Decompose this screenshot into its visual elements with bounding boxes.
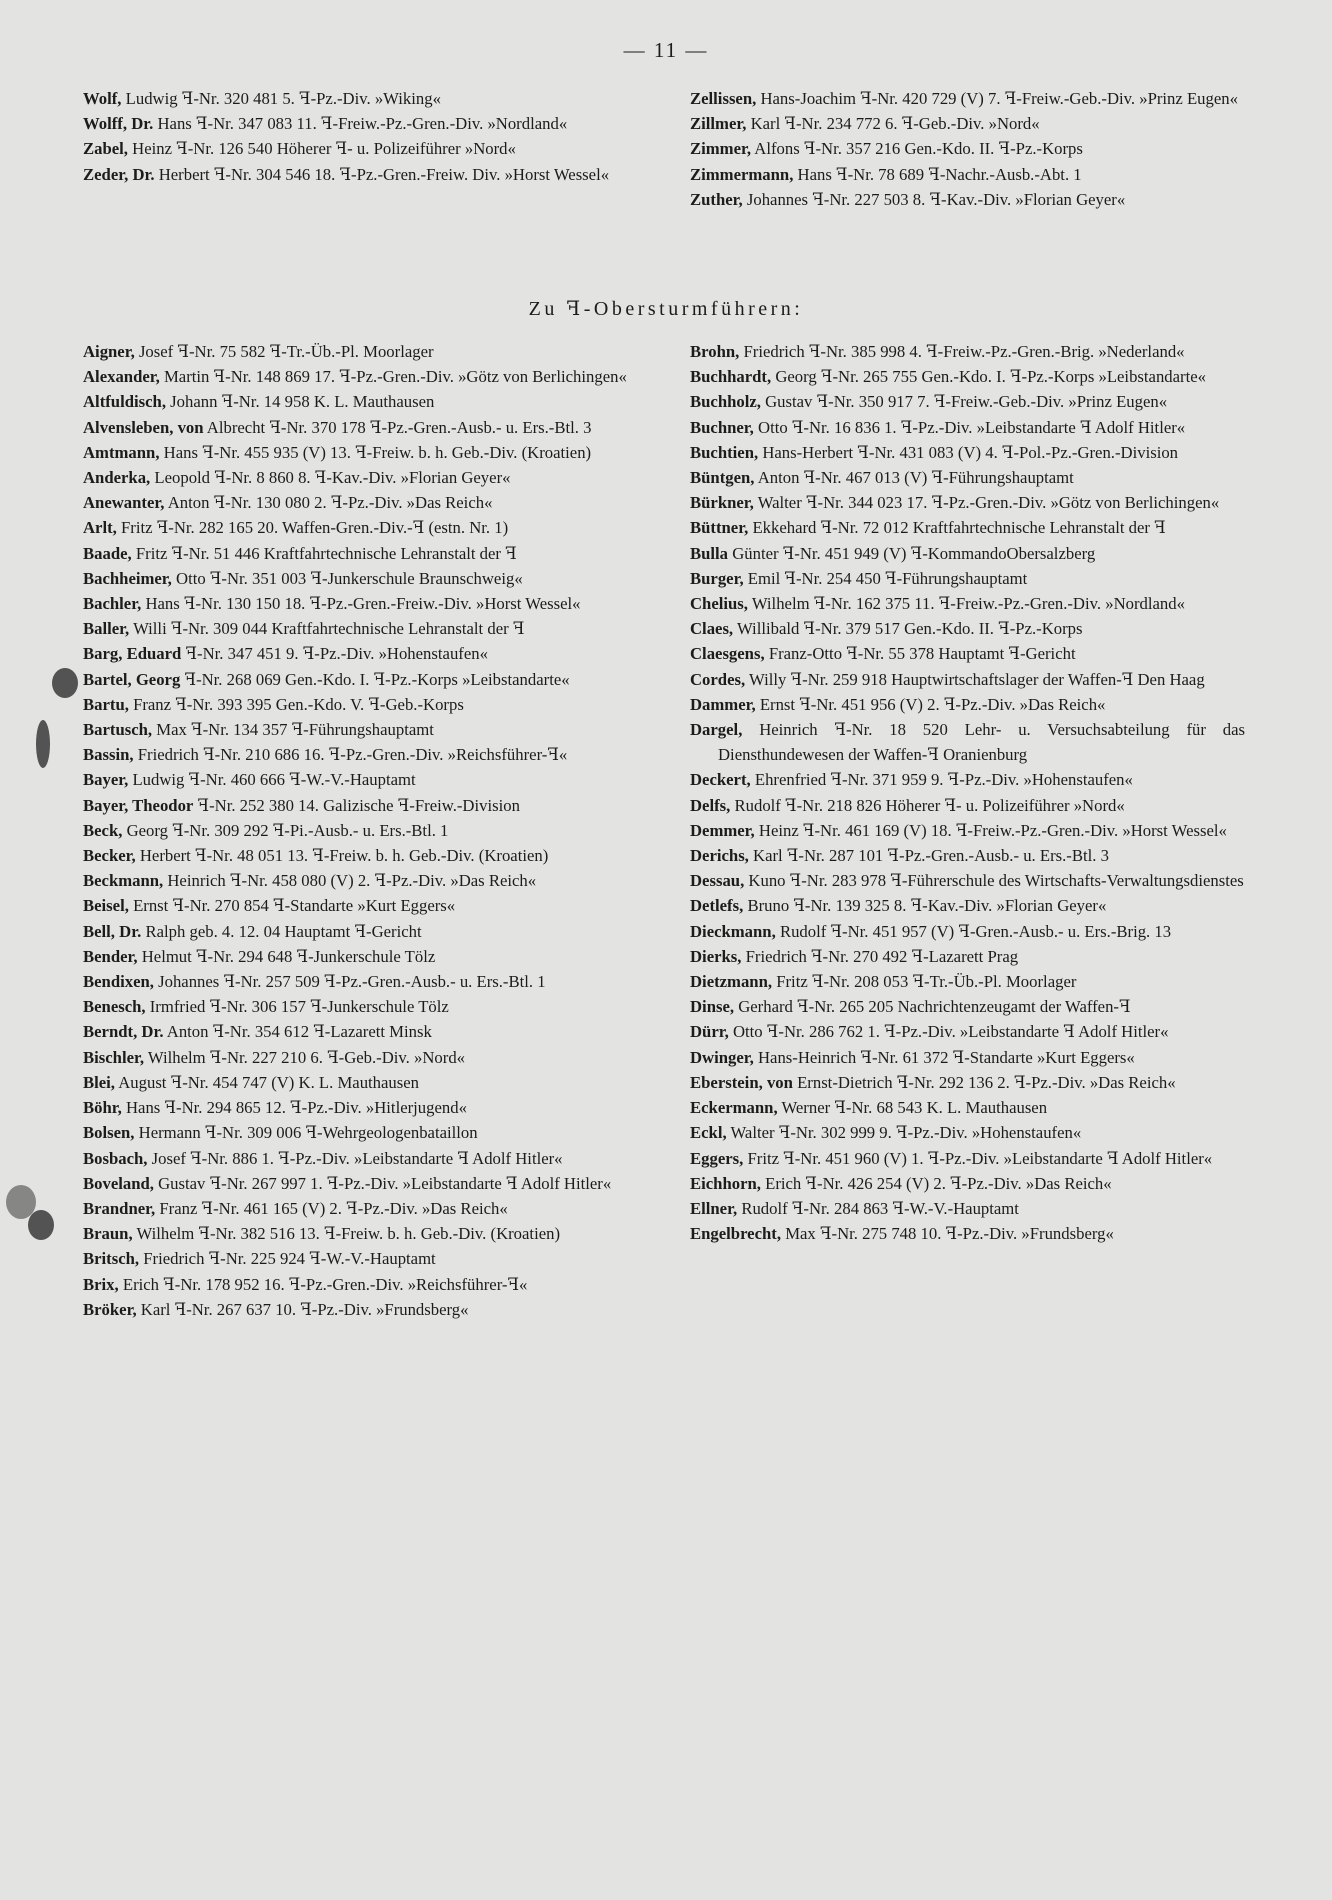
entry-name: Britsch, <box>83 1249 140 1269</box>
list-entry <box>83 162 638 187</box>
list-entry <box>690 591 1245 616</box>
entry-details: Fritz ꟻ-Nr. 51 446 Kraftfahrtechnische Lehranstalt der ꟻ <box>131 543 517 563</box>
entry-name: Becker, <box>83 846 136 866</box>
entry-details: ꟻ-Nr. 252 380 14. Galizische ꟻ-Freiw.-Division <box>193 795 520 815</box>
entry-name: Anderka, <box>83 468 151 488</box>
entry-name: Zellissen, <box>690 89 757 108</box>
list-entry <box>83 364 638 389</box>
entry-name: Claesgens, <box>690 644 765 664</box>
entry-name: Dietzmann, <box>690 972 773 992</box>
entry-details: Albrecht ꟻ-Nr. 370 178 ꟻ-Pz.-Gren.-Ausb.- u. Ers.-Btl. 3 <box>203 417 592 437</box>
entry-name: Dargel, <box>690 720 743 740</box>
entry-details: Friedrich ꟻ-Nr. 270 492 ꟻ-Lazarett Prag <box>741 946 1019 966</box>
entry-details: Gustav ꟻ-Nr. 350 917 7. ꟻ-Freiw.-Geb.-Div. »Prinz Eugen« <box>760 392 1168 412</box>
list-entry <box>690 667 1245 692</box>
entry-details: Helmut ꟻ-Nr. 294 648 ꟻ-Junkerschule Tölz <box>137 946 436 966</box>
ink-smudge <box>36 720 50 768</box>
entry-name: Dierks, <box>690 946 742 966</box>
entry-details: Otto ꟻ-Nr. 286 762 1. ꟻ-Pz.-Div. »Leibstandarte ꟻ Adolf Hitler« <box>728 1022 1169 1042</box>
list-entry <box>83 641 638 666</box>
list-entry <box>690 944 1245 969</box>
entry-name: Bayer, <box>83 770 129 790</box>
entry-details: Leopold ꟻ-Nr. 8 860 8. ꟻ-Kav.-Div. »Florian Geyer« <box>150 468 511 488</box>
entry-name: Derichs, <box>690 846 749 866</box>
list-entry <box>690 515 1245 540</box>
entry-details: Heinrich ꟻ-Nr. 18 520 Lehr- u. Versuchsabteilung für das Diensthundewesen der Waffen-ꟻ Oranienburg <box>718 720 1245 765</box>
entry-details: Ernst ꟻ-Nr. 270 854 ꟻ-Standarte »Kurt Eggers« <box>128 896 456 916</box>
list-entry <box>690 994 1245 1019</box>
entry-details: Georg ꟻ-Nr. 265 755 Gen.-Kdo. I. ꟻ-Pz.-Korps »Leibstandarte« <box>771 367 1206 387</box>
list-entry <box>83 591 638 616</box>
list-entry <box>690 692 1245 717</box>
entry-details: Otto ꟻ-Nr. 351 003 ꟻ-Junkerschule Braunschweig« <box>171 568 523 588</box>
entry-name: Blei, <box>83 1072 115 1092</box>
entry-details: Walter ꟻ-Nr. 344 023 17. ꟻ-Pz.-Gren.-Div. »Götz von Berlichingen« <box>753 493 1220 513</box>
entry-name: Boveland, <box>83 1173 154 1193</box>
entry-details: Karl ꟻ-Nr. 234 772 6. ꟻ-Geb.-Div. »Nord« <box>746 114 1040 134</box>
list-entry <box>83 111 638 136</box>
entry-details: Hans-Herbert ꟻ-Nr. 431 083 (V) 4. ꟻ-Pol.-Pz.-Gren.-Division <box>758 442 1179 462</box>
entry-details: Emil ꟻ-Nr. 254 450 ꟻ-Führungshauptamt <box>743 568 1028 588</box>
entry-details: Hans-Joachim ꟻ-Nr. 420 729 (V) 7. ꟻ-Freiw.-Geb.-Div. »Prinz Eugen« <box>756 89 1238 108</box>
list-entry <box>690 364 1245 389</box>
entry-name: Beisel, <box>83 896 129 916</box>
list-entry <box>690 919 1245 944</box>
entry-name: Claes, <box>690 619 734 639</box>
entry-name: Dinse, <box>690 997 735 1017</box>
list-entry <box>83 86 638 111</box>
entry-details: ꟻ-Nr. 347 451 9. ꟻ-Pz.-Div. »Hohenstaufen« <box>181 644 488 664</box>
entry-details: Erich ꟻ-Nr. 178 952 16. ꟻ-Pz.-Gren.-Div. »Reichsführer-ꟻ« <box>118 1274 528 1294</box>
entry-details: Ernst-Dietrich ꟻ-Nr. 292 136 2. ꟻ-Pz.-Div. »Das Reich« <box>792 1072 1176 1092</box>
entry-details: ꟻ-Nr. 268 069 Gen.-Kdo. I. ꟻ-Pz.-Korps »Leibstandarte« <box>180 669 570 689</box>
list-entry <box>83 793 638 818</box>
entry-name: Zuther, <box>690 189 743 209</box>
list-entry <box>83 717 638 742</box>
entry-name: Zabel, <box>83 139 128 159</box>
entry-details: Alfons ꟻ-Nr. 357 216 Gen.-Kdo. II. ꟻ-Pz.-Korps <box>751 139 1083 159</box>
entry-name: Dwinger, <box>690 1047 754 1067</box>
entry-name: Bartusch, <box>83 720 153 740</box>
entry-details: Franz ꟻ-Nr. 393 395 Gen.-Kdo. V. ꟻ-Geb.-Korps <box>128 694 464 714</box>
entry-details: Erich ꟻ-Nr. 426 254 (V) 2. ꟻ-Pz.-Div. »Das Reich« <box>760 1173 1112 1193</box>
list-entry <box>83 1120 638 1145</box>
entry-details: Irmfried ꟻ-Nr. 306 157 ꟻ-Junkerschule Tölz <box>145 997 449 1017</box>
entry-name: Eckl, <box>690 1123 727 1143</box>
list-entry <box>83 1095 638 1120</box>
entry-details: Hermann ꟻ-Nr. 309 006 ꟻ-Wehrgeologenbataillon <box>134 1123 478 1143</box>
entry-details: Josef ꟻ-Nr. 75 582 ꟻ-Tr.-Üb.-Pl. Moorlager <box>134 342 434 361</box>
entry-details: Ekkehard ꟻ-Nr. 72 012 Kraftfahrtechnische Lehranstalt der ꟻ <box>748 518 1166 538</box>
list-entry <box>690 793 1245 818</box>
top-left-column <box>83 86 638 187</box>
list-entry <box>83 767 638 792</box>
entry-name: Anewanter, <box>83 493 165 513</box>
entry-details: Karl ꟻ-Nr. 287 101 ꟻ-Pz.-Gren.-Ausb.- u. Ers.-Btl. 3 <box>748 846 1109 866</box>
entry-name: Delfs, <box>690 795 731 815</box>
entry-details: Wilhelm ꟻ-Nr. 382 516 13. ꟻ-Freiw. b. h. Geb.-Div. (Kroatien) <box>132 1224 561 1244</box>
list-entry <box>83 490 638 515</box>
entry-name: Arlt, <box>83 518 117 538</box>
list-entry <box>690 818 1245 843</box>
entry-name: Bosbach, <box>83 1148 148 1168</box>
entry-details: Ralph geb. 4. 12. 04 Hauptamt ꟻ-Gericht <box>141 921 422 941</box>
section-heading: Zu ꟻ-Obersturmführern: <box>528 298 804 320</box>
entry-name: Bulla <box>690 543 729 563</box>
list-entry <box>690 566 1245 591</box>
list-entry <box>690 1196 1245 1221</box>
list-entry <box>83 1272 638 1297</box>
list-entry <box>83 136 638 161</box>
entry-name: Bischler, <box>83 1047 145 1067</box>
entry-name: Burger, <box>690 568 744 588</box>
entry-name: Braun, <box>83 1224 133 1244</box>
entry-name: Aigner, <box>83 342 135 361</box>
list-entry <box>690 339 1245 364</box>
entry-name: Zimmermann, <box>690 164 794 184</box>
list-entry <box>690 1120 1245 1145</box>
entry-name: Eichhorn, <box>690 1173 761 1193</box>
entry-details: Ludwig ꟻ-Nr. 460 666 ꟻ-W.-V.-Hauptamt <box>128 770 416 790</box>
list-entry <box>690 1095 1245 1120</box>
list-entry <box>690 440 1245 465</box>
entry-name: Bendixen, <box>83 972 154 992</box>
entry-details: Gustav ꟻ-Nr. 267 997 1. ꟻ-Pz.-Div. »Leibstandarte ꟻ Adolf Hitler« <box>153 1173 612 1193</box>
list-entry <box>83 994 638 1019</box>
list-entry <box>690 868 1245 893</box>
entry-name: Deckert, <box>690 770 751 790</box>
entry-details: Heinz ꟻ-Nr. 126 540 Höherer ꟻ- u. Polizeiführer »Nord« <box>127 139 516 159</box>
list-entry <box>690 136 1245 161</box>
list-entry <box>83 515 638 540</box>
list-entry <box>690 969 1245 994</box>
top-right-column <box>690 86 1245 212</box>
left-column <box>83 339 638 1322</box>
entry-name: Brandner, <box>83 1198 156 1218</box>
list-entry <box>690 1146 1245 1171</box>
list-entry <box>690 541 1245 566</box>
entry-name: Eggers, <box>690 1148 744 1168</box>
entry-name: Bartel, Georg <box>83 669 181 689</box>
entry-name: Dürr, <box>690 1022 729 1042</box>
entry-name: Bolsen, <box>83 1123 135 1143</box>
entry-name: Detlefs, <box>690 896 744 916</box>
entry-name: Bröker, <box>83 1299 137 1319</box>
list-entry <box>83 919 638 944</box>
list-entry <box>690 490 1245 515</box>
entry-details: Max ꟻ-Nr. 275 748 10. ꟻ-Pz.-Div. »Frundsberg« <box>781 1224 1114 1244</box>
list-entry <box>83 1246 638 1271</box>
entry-details: Günter ꟻ-Nr. 451 949 (V) ꟻ-KommandoObersalzberg <box>728 543 1096 563</box>
entry-details: Hans ꟻ-Nr. 294 865 12. ꟻ-Pz.-Div. »Hitlerjugend« <box>121 1098 467 1118</box>
entry-name: Brohn, <box>690 342 740 361</box>
entry-name: Eckermann, <box>690 1098 778 1118</box>
list-entry <box>690 1019 1245 1044</box>
list-entry <box>690 465 1245 490</box>
entry-details: Rudolf ꟻ-Nr. 451 957 (V) ꟻ-Gren.-Ausb.- u. Ers.-Brig. 13 <box>775 921 1172 941</box>
list-entry <box>83 566 638 591</box>
list-entry <box>690 616 1245 641</box>
list-entry <box>83 742 638 767</box>
entry-details: Rudolf ꟻ-Nr. 284 863 ꟻ-W.-V.-Hauptamt <box>737 1198 1019 1218</box>
entry-name: Büttner, <box>690 518 749 538</box>
entry-details: Johannes ꟻ-Nr. 257 509 ꟻ-Pz.-Gren.-Ausb.- u. Ers.-Btl. 1 <box>153 972 546 992</box>
entry-details: Hans ꟻ-Nr. 455 935 (V) 13. ꟻ-Freiw. b. h. Geb.-Div. (Kroatien) <box>159 442 592 462</box>
entry-name: Chelius, <box>690 594 748 614</box>
entry-name: Buchner, <box>690 417 754 437</box>
entry-name: Dammer, <box>690 694 756 714</box>
list-entry <box>690 893 1245 918</box>
entry-details: Fritz ꟻ-Nr. 208 053 ꟻ-Tr.-Üb.-Pl. Moorlager <box>772 972 1077 992</box>
entry-name: Alvensleben, von <box>83 417 204 437</box>
entry-name: Berndt, Dr. <box>83 1022 164 1042</box>
list-entry <box>83 440 638 465</box>
entry-details: Fritz ꟻ-Nr. 282 165 20. Waffen-Gren.-Div.-ꟻ (estn. Nr. 1) <box>116 518 509 538</box>
entry-details: Willibald ꟻ-Nr. 379 517 Gen.-Kdo. II. ꟻ-Pz.-Korps <box>733 619 1083 639</box>
entry-name: Bassin, <box>83 745 134 765</box>
entry-details: Johannes ꟻ-Nr. 227 503 8. ꟻ-Kav.-Div. »Florian Geyer« <box>742 189 1126 209</box>
entry-name: Zeder, Dr. <box>83 164 155 184</box>
list-entry <box>83 843 638 868</box>
entry-details: Gerhard ꟻ-Nr. 265 205 Nachrichtenzeugamt der Waffen-ꟻ <box>734 997 1131 1017</box>
entry-details: Kuno ꟻ-Nr. 283 978 ꟻ-Führerschule des Wirtschafts-Verwaltungsdienstes <box>744 871 1244 891</box>
entry-name: Engelbrecht, <box>690 1224 782 1244</box>
entry-details: Franz-Otto ꟻ-Nr. 55 378 Hauptamt ꟻ-Gericht <box>764 644 1076 664</box>
entry-name: Eberstein, von <box>690 1072 793 1092</box>
list-entry <box>83 1070 638 1095</box>
list-entry <box>83 692 638 717</box>
entry-details: Anton ꟻ-Nr. 130 080 2. ꟻ-Pz.-Div. »Das Reich« <box>164 493 493 513</box>
entry-details: Karl ꟻ-Nr. 267 637 10. ꟻ-Pz.-Div. »Frundsberg« <box>136 1299 469 1319</box>
entry-details: August ꟻ-Nr. 454 747 (V) K. L. Mauthausen <box>114 1072 420 1092</box>
list-entry <box>690 767 1245 792</box>
entry-name: Baller, <box>83 619 130 639</box>
entry-name: Alexander, <box>83 367 160 387</box>
entry-name: Dessau, <box>690 871 745 891</box>
list-entry <box>83 465 638 490</box>
list-entry <box>83 1221 638 1246</box>
entry-details: Fritz ꟻ-Nr. 451 960 (V) 1. ꟻ-Pz.-Div. »Leibstandarte ꟻ Adolf Hitler« <box>743 1148 1213 1168</box>
entry-details: Willy ꟻ-Nr. 259 918 Hauptwirtschaftslager der Waffen-ꟻ Den Haag <box>745 669 1205 689</box>
entry-details: Heinrich ꟻ-Nr. 458 080 (V) 2. ꟻ-Pz.-Div. »Das Reich« <box>163 871 537 891</box>
entry-details: Werner ꟻ-Nr. 68 543 K. L. Mauthausen <box>777 1098 1048 1118</box>
entry-name: Bachler, <box>83 594 142 614</box>
entry-name: Bender, <box>83 946 138 966</box>
entry-details: Walter ꟻ-Nr. 302 999 9. ꟻ-Pz.-Div. »Hohenstaufen« <box>726 1123 1082 1143</box>
list-entry <box>690 1045 1245 1070</box>
list-entry <box>83 667 638 692</box>
list-entry <box>690 843 1245 868</box>
entry-name: Bachheimer, <box>83 568 172 588</box>
entry-name: Dieckmann, <box>690 921 776 941</box>
entry-name: Beck, <box>83 820 123 840</box>
list-entry <box>690 187 1245 212</box>
list-entry <box>83 541 638 566</box>
list-entry <box>83 944 638 969</box>
entry-name: Amtmann, <box>83 442 160 462</box>
entry-details: Johann ꟻ-Nr. 14 958 K. L. Mauthausen <box>166 392 435 412</box>
list-entry <box>690 162 1245 187</box>
list-entry <box>690 1070 1245 1095</box>
entry-details: Georg ꟻ-Nr. 309 292 ꟻ-Pi.-Ausb.- u. Ers.-Btl. 1 <box>122 820 449 840</box>
entry-name: Cordes, <box>690 669 746 689</box>
entry-details: Herbert ꟻ-Nr. 48 051 13. ꟻ-Freiw. b. h. Geb.-Div. (Kroatien) <box>135 846 549 866</box>
entry-details: Friedrich ꟻ-Nr. 385 998 4. ꟻ-Freiw.-Pz.-Gren.-Brig. »Nederland« <box>739 342 1185 361</box>
entry-details: Heinz ꟻ-Nr. 461 169 (V) 18. ꟻ-Freiw.-Pz.-Gren.-Div. »Horst Wessel« <box>754 820 1227 840</box>
list-entry <box>83 415 638 440</box>
entry-details: Max ꟻ-Nr. 134 357 ꟻ-Führungshauptamt <box>152 720 434 740</box>
list-entry <box>83 616 638 641</box>
list-entry <box>83 339 638 364</box>
entry-details: Herbert ꟻ-Nr. 304 546 18. ꟻ-Pz.-Gren.-Freiw. Div. »Horst Wessel« <box>154 164 610 184</box>
list-entry <box>83 969 638 994</box>
entry-details: Wilhelm ꟻ-Nr. 227 210 6. ꟻ-Geb.-Div. »Nord« <box>144 1047 466 1067</box>
entry-name: Bayer, Theodor <box>83 795 194 815</box>
entry-name: Büntgen, <box>690 468 755 488</box>
ink-smudge <box>28 1210 54 1240</box>
entry-name: Böhr, <box>83 1098 122 1118</box>
list-entry <box>83 1146 638 1171</box>
list-entry <box>83 389 638 414</box>
list-entry <box>690 415 1245 440</box>
list-entry <box>83 1297 638 1322</box>
list-entry <box>690 389 1245 414</box>
list-entry <box>690 1221 1245 1246</box>
entry-name: Buchtien, <box>690 442 759 462</box>
entry-details: Hans ꟻ-Nr. 347 083 11. ꟻ-Freiw.-Pz.-Gren.-Div. »Nordland« <box>153 114 568 134</box>
entry-details: Anton ꟻ-Nr. 354 612 ꟻ-Lazarett Minsk <box>163 1022 432 1042</box>
ink-smudge <box>52 668 78 698</box>
entry-name: Barg, Eduard <box>83 644 182 664</box>
entry-name: Benesch, <box>83 997 146 1017</box>
entry-details: Otto ꟻ-Nr. 16 836 1. ꟻ-Pz.-Div. »Leibstandarte ꟻ Adolf Hitler« <box>753 417 1186 437</box>
entry-details: Rudolf ꟻ-Nr. 218 826 Höherer ꟻ- u. Polizeiführer »Nord« <box>730 795 1125 815</box>
entry-details: Wilhelm ꟻ-Nr. 162 375 11. ꟻ-Freiw.-Pz.-Gren.-Div. »Nordland« <box>747 594 1185 614</box>
list-entry <box>83 1196 638 1221</box>
entry-details: Ludwig ꟻ-Nr. 320 481 5. ꟻ-Pz.-Div. »Wiking« <box>121 89 441 108</box>
entry-name: Baade, <box>83 543 132 563</box>
entry-name: Demmer, <box>690 820 755 840</box>
entry-details: Willi ꟻ-Nr. 309 044 Kraftfahrtechnische Lehranstalt der ꟻ <box>129 619 525 639</box>
list-entry <box>83 1045 638 1070</box>
entry-details: Franz ꟻ-Nr. 461 165 (V) 2. ꟻ-Pz.-Div. »Das Reich« <box>155 1198 508 1218</box>
list-entry <box>690 717 1245 767</box>
list-entry <box>690 86 1245 111</box>
list-entry <box>690 111 1245 136</box>
list-entry <box>83 818 638 843</box>
entry-name: Buchhardt, <box>690 367 772 387</box>
list-entry <box>690 641 1245 666</box>
entry-name: Brix, <box>83 1274 119 1294</box>
entry-details: Josef ꟻ-Nr. 886 1. ꟻ-Pz.-Div. »Leibstandarte ꟻ Adolf Hitler« <box>147 1148 563 1168</box>
entry-name: Buchholz, <box>690 392 761 412</box>
entry-details: Hans-Heinrich ꟻ-Nr. 61 372 ꟻ-Standarte »Kurt Eggers« <box>753 1047 1135 1067</box>
list-entry <box>690 1171 1245 1196</box>
entry-name: Bürkner, <box>690 493 754 513</box>
list-entry <box>83 893 638 918</box>
entry-name: Beckmann, <box>83 871 164 891</box>
entry-details: Bruno ꟻ-Nr. 139 325 8. ꟻ-Kav.-Div. »Florian Geyer« <box>743 896 1107 916</box>
page-number: — 11 — <box>623 38 709 62</box>
entry-name: Ellner, <box>690 1198 738 1218</box>
entry-details: Hans ꟻ-Nr. 78 689 ꟻ-Nachr.-Ausb.-Abt. 1 <box>793 164 1082 184</box>
entry-details: Anton ꟻ-Nr. 467 013 (V) ꟻ-Führungshauptamt <box>754 468 1074 488</box>
entry-name: Bartu, <box>83 694 129 714</box>
list-entry <box>83 1019 638 1044</box>
entry-name: Zimmer, <box>690 139 752 159</box>
entry-details: Hans ꟻ-Nr. 130 150 18. ꟻ-Pz.-Gren.-Freiw.-Div. »Horst Wessel« <box>141 594 581 614</box>
entry-name: Wolf, <box>83 89 122 108</box>
entry-name: Bell, Dr. <box>83 921 142 941</box>
entry-name: Altfuldisch, <box>83 392 166 412</box>
entry-details: Ehrenfried ꟻ-Nr. 371 959 9. ꟻ-Pz.-Div. »Hohenstaufen« <box>750 770 1133 790</box>
entry-name: Wolff, Dr. <box>83 114 154 134</box>
right-column <box>690 339 1245 1246</box>
entry-details: Martin ꟻ-Nr. 148 869 17. ꟻ-Pz.-Gren.-Div. »Götz von Berlichingen« <box>159 367 627 387</box>
entry-details: Friedrich ꟻ-Nr. 210 686 16. ꟻ-Pz.-Gren.-Div. »Reichsführer-ꟻ« <box>133 745 568 765</box>
entry-name: Zillmer, <box>690 114 747 134</box>
list-entry <box>83 1171 638 1196</box>
list-entry <box>83 868 638 893</box>
entry-details: Ernst ꟻ-Nr. 451 956 (V) 2. ꟻ-Pz.-Div. »Das Reich« <box>755 694 1106 714</box>
entry-details: Friedrich ꟻ-Nr. 225 924 ꟻ-W.-V.-Hauptamt <box>139 1249 436 1269</box>
